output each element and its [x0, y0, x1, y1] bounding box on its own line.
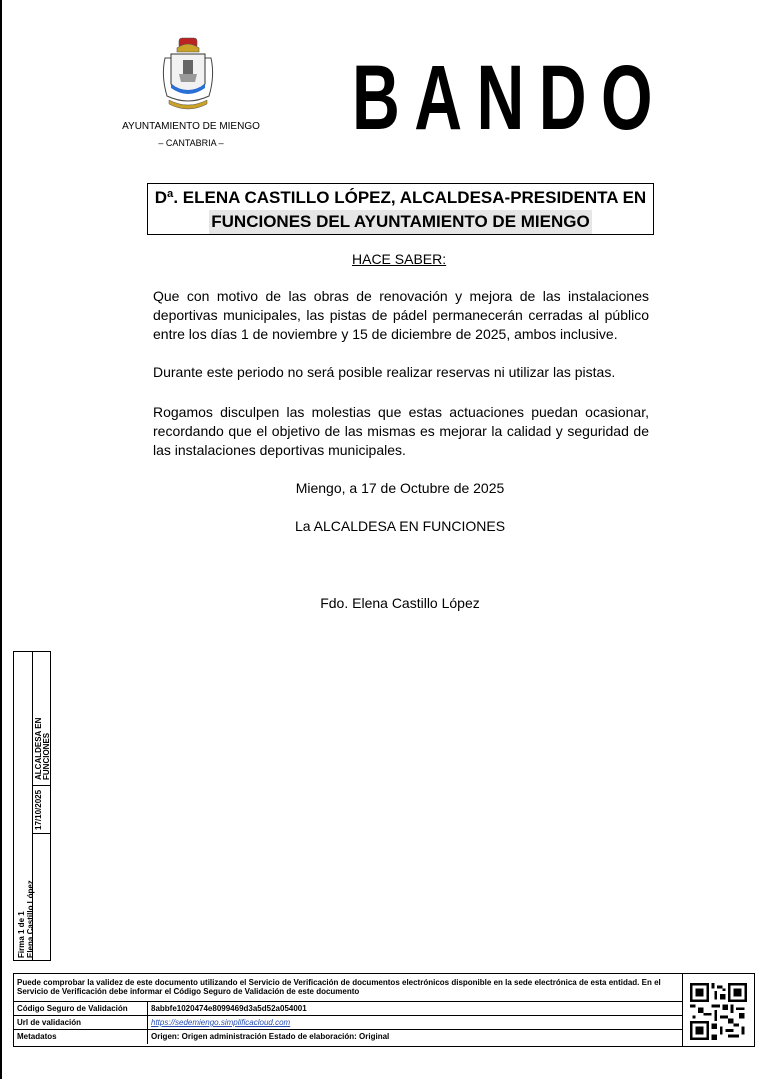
metadata-value: Origen: Origen administración Estado de elaboración: Original	[151, 1032, 390, 1041]
qr-code-icon	[690, 983, 747, 1040]
csv-value: 8abbfe1020474e8099469d3a5d52a054001	[151, 1004, 307, 1013]
stamp-signer-name: Elena Castillo López	[26, 880, 35, 958]
verification-footer	[13, 973, 755, 1047]
stamp-role-line1: ALCALDESA EN	[34, 717, 43, 780]
signer-role: La ALCALDESA EN FUNCIONES	[294, 518, 506, 534]
body-paragraph-2: Durante este periodo no será posible realizar reservas ni utilizar las pistas.	[153, 364, 616, 380]
document-type-heading: BANDO	[352, 47, 667, 149]
csv-label: Código Seguro de Validación	[17, 1004, 128, 1013]
municipality-name: AYUNTAMIENTO DE MIENGO	[122, 121, 260, 132]
metadata-label: Metadatos	[17, 1032, 57, 1041]
signer-name: Fdo. Elena Castillo López	[320, 595, 480, 611]
url-row	[14, 1015, 682, 1030]
url-label: Url de validación	[17, 1018, 82, 1027]
issuer-title-line2: FUNCIONES DEL AYUNTAMIENTO DE MIENGO	[209, 210, 591, 234]
municipal-crest-icon	[157, 36, 219, 116]
issue-date: Miengo, a 17 de Octubre de 2025	[295, 480, 505, 496]
stamp-role-line2: FUNCIONES	[42, 732, 51, 780]
metadata-row	[14, 1029, 682, 1044]
signature-stamp	[13, 651, 51, 961]
body-paragraph-3: Rogamos disculpen las molestias que estas actuaciones puedan ocasionar, recordando que el objetivo de las mismas es mejorar la calidad y seguridad de las instalaciones deportivas municipales.	[153, 404, 649, 458]
csv-row	[14, 1001, 682, 1016]
page-left-border	[0, 0, 2, 1079]
issuer-title-line1: Dª. ELENA CASTILLO LÓPEZ, ALCALDESA-PRESIDENTA EN	[154, 188, 647, 207]
body-paragraph-1: Que con motivo de las obras de renovación y mejora de las instalaciones deportivas municipales, las pistas de pádel permanecerán cerradas al público entre los días 1 de noviembre y 15 de diciembre de 2025, ambos inclusive.	[153, 288, 649, 342]
stamp-firma: Firma 1 de 1	[17, 911, 26, 958]
hace-saber-heading: HACE SABER:	[352, 251, 447, 267]
province-name: – CANTABRIA –	[158, 138, 224, 148]
verification-notice: Puede comprobar la validez de este documento utilizando el Servicio de Verificación de documentos electrónicos disponible en la sede electrónica de esta entidad. En el Servicio de Verificación debe informar el Código Seguro de Validación de este documento	[17, 978, 661, 996]
validation-url-link[interactable]: https://sedemiengo.simplificacloud.com	[151, 1018, 291, 1027]
stamp-date: 17/10/2025	[34, 789, 43, 830]
issuer-title-box	[147, 183, 654, 235]
